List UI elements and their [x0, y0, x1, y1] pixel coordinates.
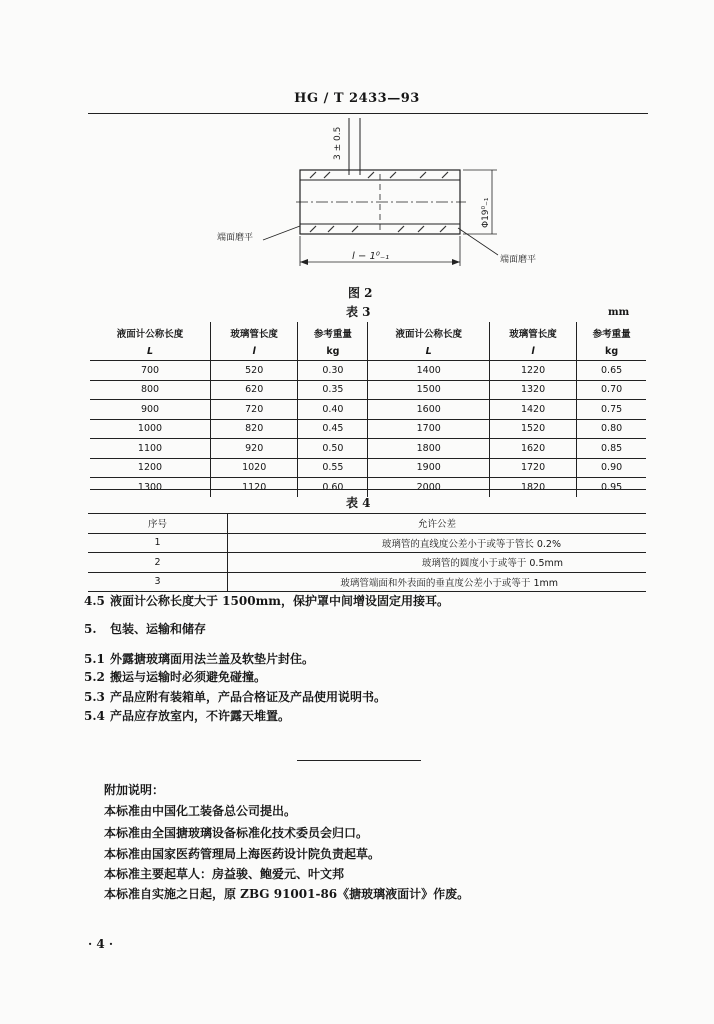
table-3-cell: 700: [90, 361, 211, 381]
clause-text: 液面计公称长度大于 1500mm，保护罩中间增设固定用接耳。: [110, 594, 449, 608]
table-3-title: 表 3: [346, 305, 371, 319]
table-3-cell: 1300: [137, 481, 163, 493]
table-3-cell: 0.95: [577, 478, 646, 497]
table-3-subheader-cell: l: [211, 342, 298, 361]
note-line: 本标准由全国搪玻璃设备标准化技术委员会归口。: [104, 826, 369, 840]
table-3-subheader-cell: L: [90, 342, 211, 361]
table-3-subheader-cell: kg: [298, 342, 368, 361]
table-3-cell: 0.30: [298, 361, 368, 381]
clause-4-5: [84, 592, 449, 609]
note-line: 本标准由国家医药管理局上海医药设计院负责起草。: [104, 847, 381, 861]
table-3-cell: 720: [211, 400, 298, 420]
table-3-cell: 0.35: [298, 380, 368, 400]
table-3-header-cell: 液面计公称长度: [116, 329, 184, 340]
table-3-cell: 1500: [368, 380, 489, 400]
table-3-cell: 920: [211, 439, 298, 459]
clause-text: 产品应附有装箱单，产品合格证及产品使用说明书。: [110, 690, 387, 704]
table-4-cell: 1: [88, 533, 228, 553]
table-3-subheader-cell: kg: [577, 342, 646, 361]
table-3-cell: 1600: [368, 400, 489, 420]
table-4-row: [88, 533, 646, 553]
clause-text: 产品应存放室内，不许露天堆置。: [110, 709, 291, 723]
table-4-cell: 玻璃管的圆度小于或等于 0.5mm: [228, 553, 647, 573]
table-3-cell: 800: [90, 380, 211, 400]
notes-title: 附加说明：: [104, 783, 165, 797]
table-3-cell: 0.85: [577, 439, 646, 459]
clause-number: 5.: [84, 622, 97, 636]
table-3-cell: 0.65: [577, 361, 646, 381]
note-line: 本标准由中国化工装备总公司提出。: [104, 804, 297, 818]
table-3-cell: 1900: [368, 458, 489, 478]
table-3-cell: 1520: [489, 419, 576, 439]
table-4-header-row: [88, 514, 646, 534]
len-arrow-left: [300, 259, 308, 265]
table-4: [88, 513, 646, 592]
table-4-cell: 2: [88, 553, 228, 573]
page-number: · 4 ·: [88, 937, 114, 951]
standard-number-header: HG / T 2433—93: [294, 91, 420, 106]
length-label: l − 1⁰₋₁: [352, 251, 390, 262]
table-3-cell: 1800: [368, 439, 489, 459]
table-3-header-cell: 玻璃管长度: [211, 322, 298, 342]
table-4-header-cell: 序号: [88, 514, 228, 534]
table-3-cell: 0.45: [298, 419, 368, 439]
table-3-cell: 1620: [489, 439, 576, 459]
table-3-row: [90, 439, 646, 459]
clause-number: 5.4: [84, 709, 105, 723]
len-arrow-right: [452, 259, 460, 265]
table-3-cell: 1700: [368, 419, 489, 439]
left-end-leader: [263, 226, 300, 240]
table-3-row: [90, 361, 646, 381]
clause-5-2: [84, 668, 266, 685]
table-3-bottom-rule: [90, 489, 646, 490]
table-3-cell: 0.90: [577, 458, 646, 478]
table-3-row: [90, 458, 646, 478]
separator-rule: [297, 760, 421, 761]
clause-number: 4.5: [84, 594, 105, 608]
diameter-label: Φ19⁰₋₁: [481, 197, 491, 228]
table-3-cell: 520: [211, 361, 298, 381]
table-3-cell: 0.60: [298, 478, 368, 497]
table-3-header-cell: 参考重量: [298, 322, 368, 342]
clause-5-1: [84, 650, 314, 667]
lower-wall-hatching: [310, 226, 446, 232]
right-end-label: 端面磨平: [500, 255, 537, 265]
table-3-cell: 1320: [489, 380, 576, 400]
table-3-header-cell: 液面计公称长度: [368, 322, 489, 342]
table-3-row: [90, 419, 646, 439]
clause-number: 5.3: [84, 690, 105, 704]
table-3-subheader-cell: l: [489, 342, 576, 361]
clause-5-4: [84, 707, 290, 724]
table-3-unit: mm: [608, 307, 630, 318]
note-line: 本标准主要起草人：房益骏、鲍爱元、叶文邦: [104, 867, 345, 881]
table-3-subheader-row: [90, 342, 646, 361]
table-3-cell: 1100: [90, 439, 211, 459]
table-3-cell: 620: [211, 380, 298, 400]
table-3-row: [90, 380, 646, 400]
table-3-cell: 900: [90, 400, 211, 420]
table-3-cell: 0.55: [298, 458, 368, 478]
table-3-cell: 0.40: [298, 400, 368, 420]
clause-number: 5.2: [84, 670, 105, 684]
table-3-cell: 0.80: [577, 419, 646, 439]
table-3-cell: 1420: [489, 400, 576, 420]
table-3-header-row: [90, 322, 646, 342]
table-3-cell: 2000: [368, 478, 489, 497]
upper-wall-hatching: [310, 172, 448, 178]
table-4-title: 表 4: [346, 496, 371, 510]
table-3-header-cell: 玻璃管长度: [489, 322, 576, 342]
clause-text: 搬运与运输时必须避免碰撞。: [110, 670, 267, 684]
table-3-cell: 1200: [90, 458, 211, 478]
table-3-cell: 1220: [489, 361, 576, 381]
table-3-cell: 1020: [211, 458, 298, 478]
clause-text: 包装、运输和储存: [110, 622, 207, 636]
table-3-cell: 0.75: [577, 400, 646, 420]
table-3-cell: 1720: [489, 458, 576, 478]
table-4-cell: 玻璃管的直线度公差小于或等于管长 0.2%: [228, 533, 647, 553]
table-3-cell: 0.50: [298, 439, 368, 459]
clause-number: 5.1: [84, 652, 105, 666]
figure-2-caption: 图 2: [348, 286, 373, 300]
table-3-cell: 1120: [211, 478, 298, 497]
table-3-cell: 1000: [90, 419, 211, 439]
table-3: [90, 322, 646, 497]
table-4-cell: 玻璃管端面和外表面的垂直度公差小于或等于 1mm: [228, 572, 647, 592]
figure-2-tube-drawing: [0, 0, 714, 300]
clause-5-3: [84, 688, 386, 705]
table-4-row: [88, 572, 646, 592]
table-3-cell: 820: [211, 419, 298, 439]
table-4-row: [88, 553, 646, 573]
table-4-header-cell: 允许公差: [228, 514, 647, 534]
table-4-cell: 3: [88, 572, 228, 592]
note-line: 本标准自实施之日起，原 ZBG 91001-86《搪玻璃液面计》作废。: [104, 887, 470, 901]
clause-text: 外露搪玻璃面用法兰盖及软垫片封住。: [110, 652, 315, 666]
table-3-subheader-cell: L: [368, 342, 489, 361]
table-3-cell: 1400: [368, 361, 489, 381]
table-3-cell: 1820: [489, 478, 576, 497]
table-3-row: [90, 400, 646, 420]
top-dimension-label: 3 ± 0.5: [333, 126, 343, 160]
left-end-label: 端面磨平: [217, 233, 254, 243]
table-3-cell: 0.70: [577, 380, 646, 400]
section-5-heading: [84, 620, 206, 637]
table-3-header-cell: 参考重量: [577, 322, 646, 342]
